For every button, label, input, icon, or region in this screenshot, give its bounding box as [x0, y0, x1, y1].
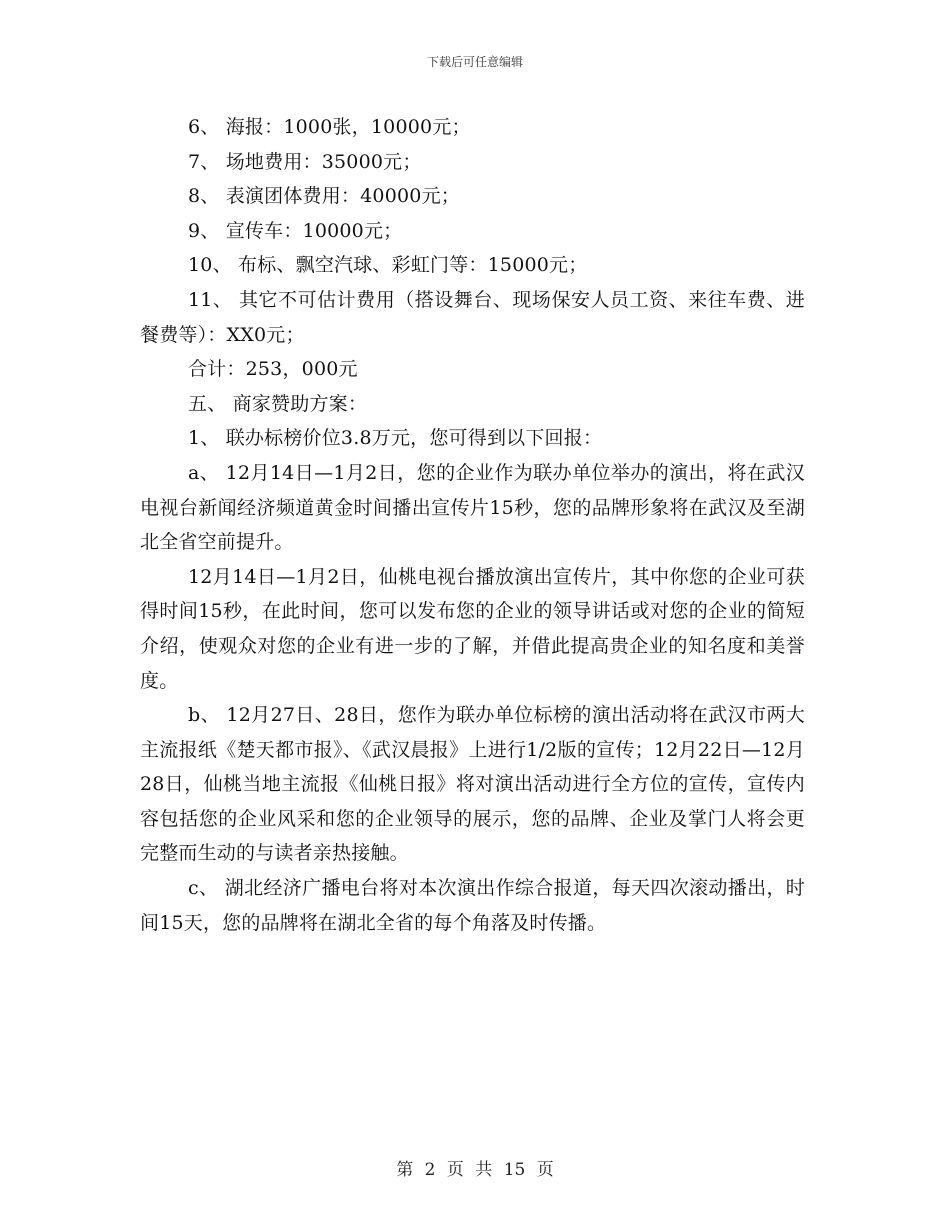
section-heading-sponsorship: 五、 商家赞助方案：	[188, 392, 368, 415]
budget-item-8: 8、 表演团体费用：40000元；	[188, 185, 460, 208]
budget-item-7: 7、 场地费用：35000元；	[188, 150, 422, 173]
return-item-a-detail: 12月14日—1月2日，仙桃电视台播放演出宣传片，其中你您的企业可获得时间15秒，在此时间，您可以发布您的企业的领导讲话或对您的企业的简短介绍，使观众对您的企业有进一步的了解，并借此提高贵企业的知名度和美誉度。	[140, 565, 805, 692]
budget-total: 合计：253，000元	[188, 358, 358, 381]
budget-item-6: 6、 海报：1000张，10000元；	[188, 116, 471, 138]
budget-item-9: 9、 宣传车：10000元；	[188, 219, 403, 242]
return-item-c: c、 湖北经济广播电台将对本次演出作综合报道，每天四次滚动播出，时间15天，您的品牌将在湖北全省的每个角落及时传播。	[140, 877, 805, 934]
return-item-b: b、 12月27日、28日，您作为联办单位标榜的演出活动将在武汉市两大主流报纸《楚天都市报》、《武汉晨报》上进行1/2版的宣传；12月22日—12月28日，仙桃当地主流报《仙桃日报》将对演出活动进行全方位的宣传，宣传内容包括您的企业风采和您的企业领导的展示，您的品牌、企业及掌门人将会更完整而生动的与读者亲热接触。	[140, 704, 805, 865]
sponsorship-item-1: 1、 联办标榜价位3.8万元，您可得到以下回报：	[188, 427, 603, 450]
page-header-note: 下载后可任意编辑	[426, 55, 523, 69]
budget-item-10: 10、 布标、飘空汽球、彩虹门等：15000元；	[188, 254, 588, 277]
return-item-a: a、 12月14日—1月2日，您的企业作为联办单位举办的演出，将在武汉电视台新闻经济频道黄金时间播出宣传片15秒，您的品牌形象将在武汉及至湖北全省空前提升。	[140, 461, 805, 554]
budget-item-11: 11、 其它不可估计费用（搭设舞台、现场保安人员工资、来往车费、进餐费等）：XX0元；	[140, 288, 805, 346]
page-number: 第 2 页 共 15 页	[396, 1160, 554, 1180]
document-body	[140, 110, 805, 940]
